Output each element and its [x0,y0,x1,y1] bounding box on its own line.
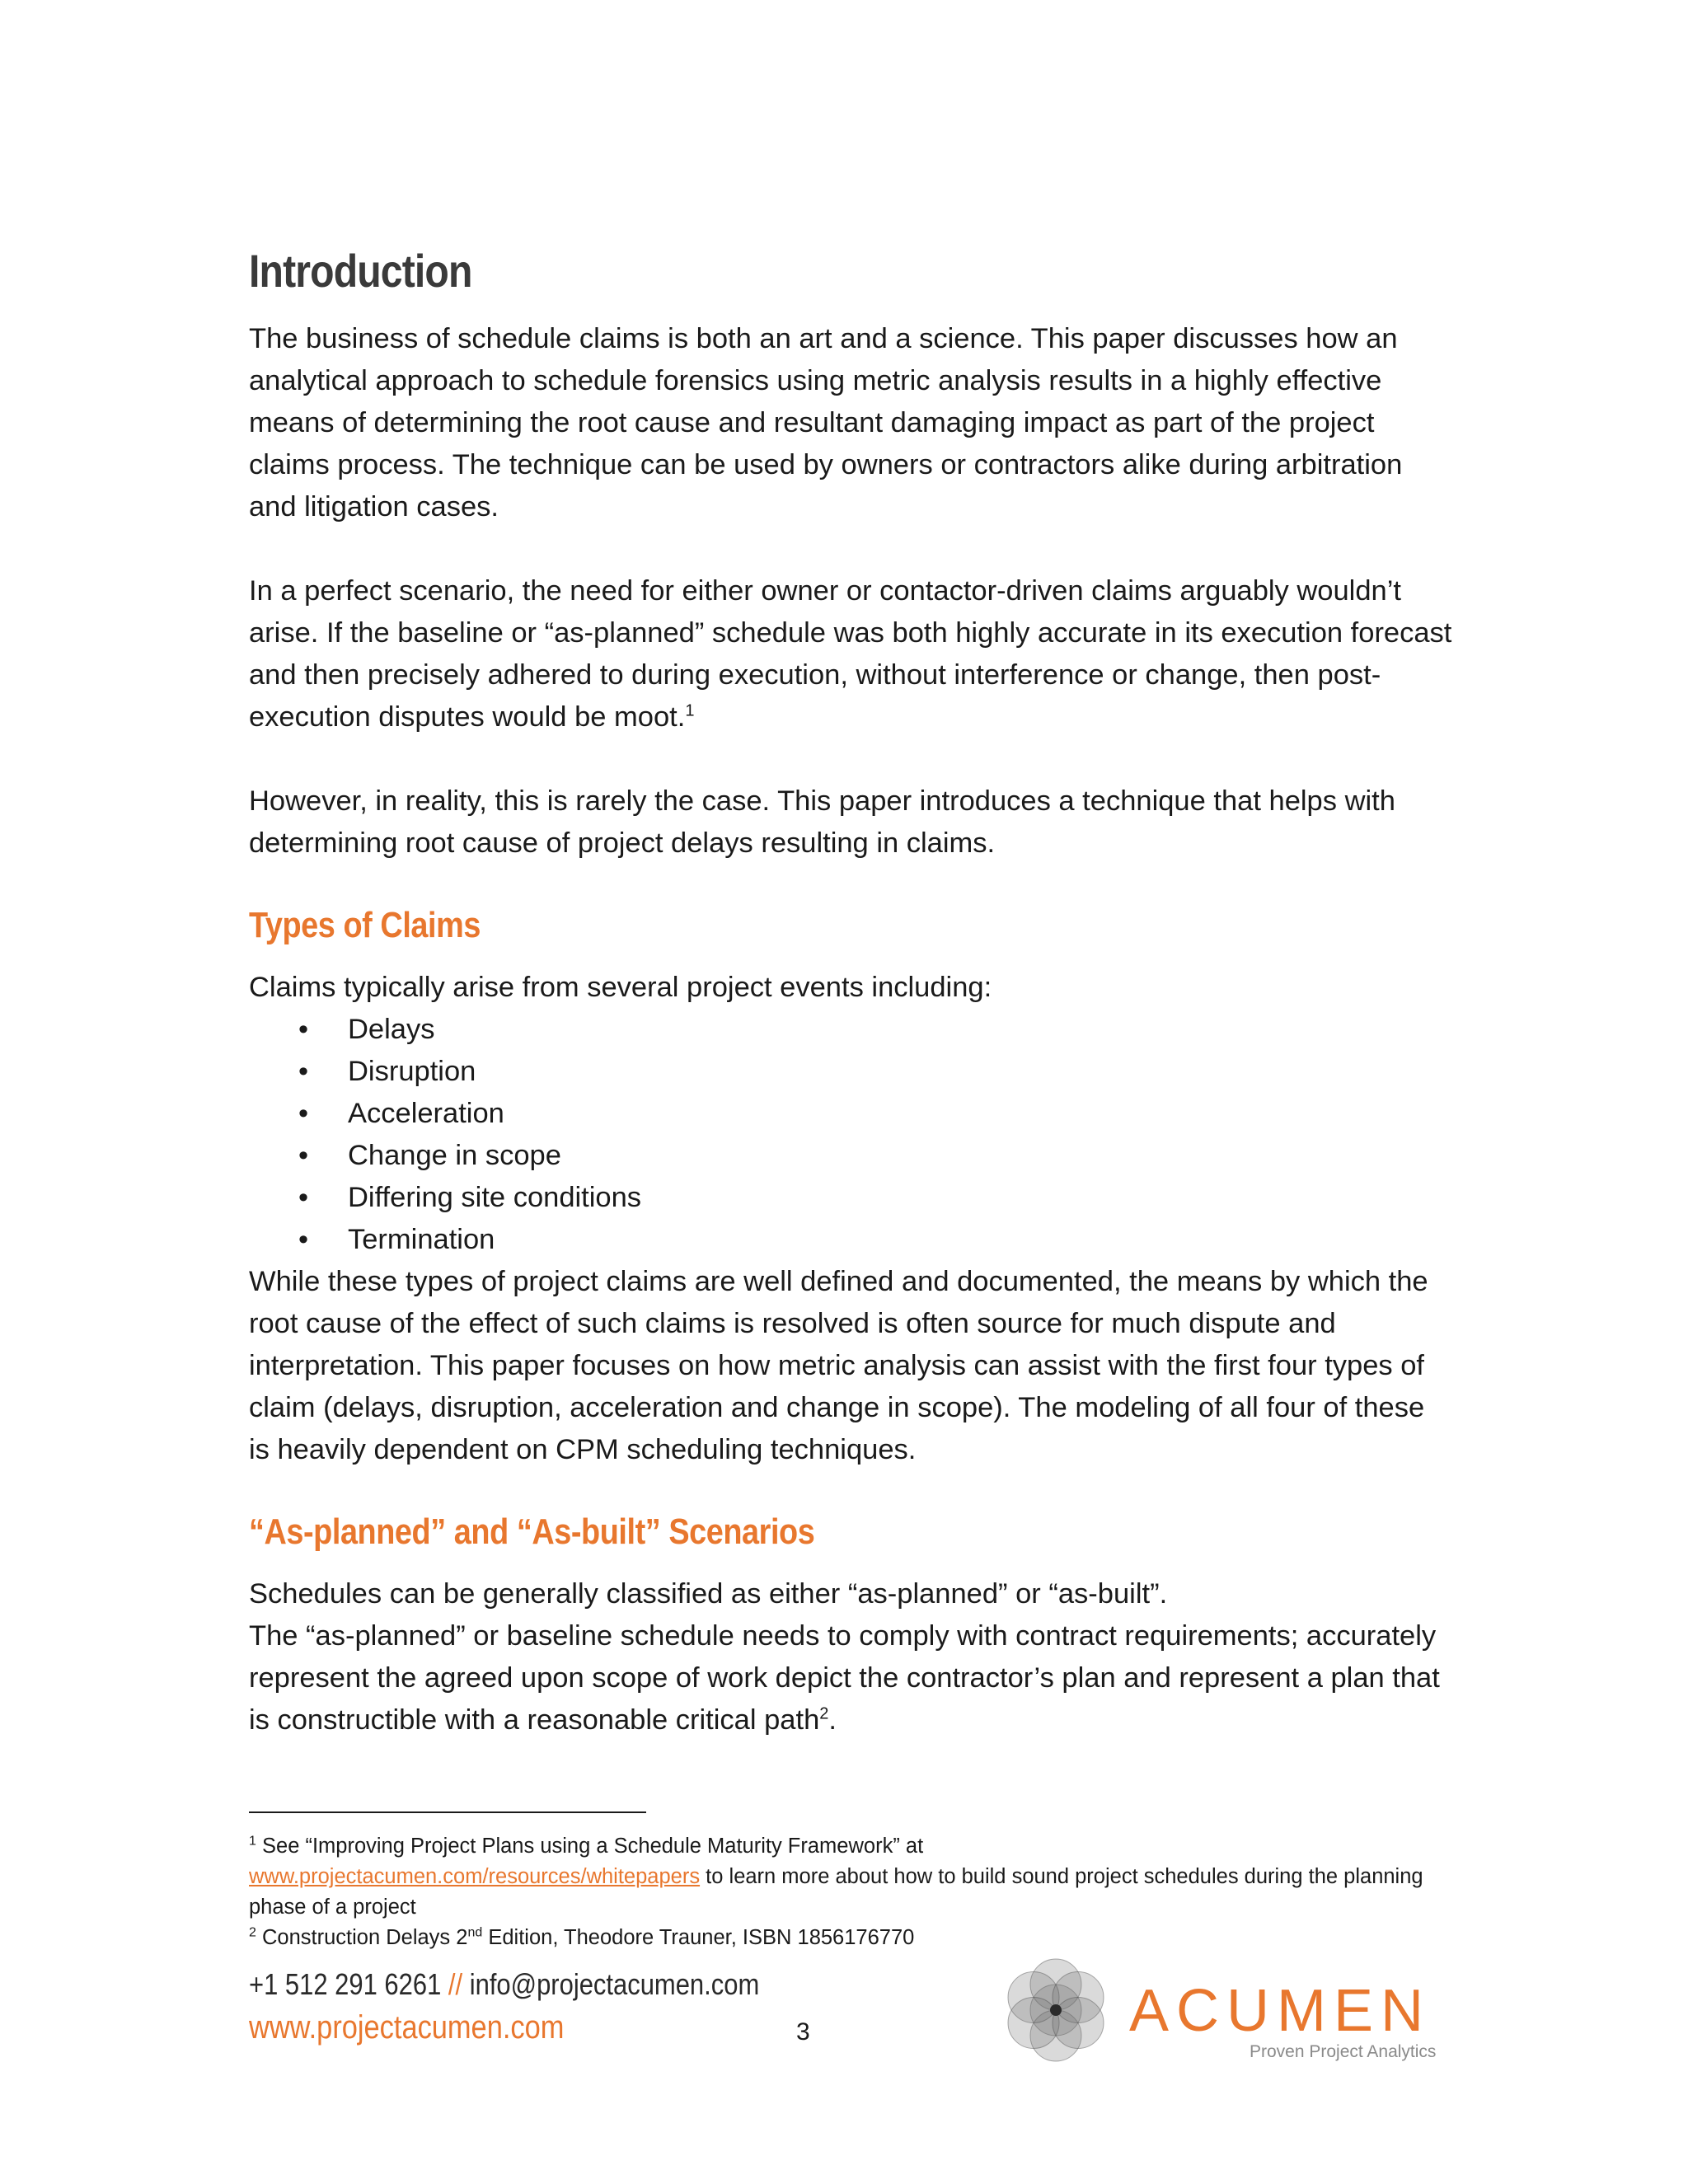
footnote-1-rest: to learn more about how to build sound project schedules during the planning phase of a project [249,1865,1423,1919]
list-item [249,1177,1452,1219]
list-item [249,1093,1452,1135]
section-heading-scenarios: “As-planned” and “As-built” Scenarios [249,1511,815,1552]
footer-website-link[interactable]: www.projectacumen.com [249,2009,565,2046]
bullet-icon: • [298,1014,309,1045]
intro-paragraph-2 [249,570,1452,738]
brand-name: ACUMEN [1129,1978,1432,2044]
footnotes [249,1831,1461,1953]
claims-lead-text: Claims typically arise from several project events including: [249,972,992,1003]
footer-contact [249,1966,759,2003]
footnote-1-text: See “Improving Project Plans using a Schedule Maturity Framework” at [262,1835,924,1858]
list-item [249,1135,1452,1177]
section-heading-types-of-claims: Types of Claims [249,905,481,945]
footnote-divider [249,1811,646,1813]
intro-paragraph-2-text: In a perfect scenario, the need for either owner or contactor-driven claims arguably wouldn’t arise. If the baseline or “as-planned” schedule was both highly accurate in its execution forecast and then precisely adhered to during execution, without interference or change, then post-execution disputes would be moot. [249,575,1452,733]
intro-paragraph-1: The business of schedule claims is both an art and a science. This paper discusses how an analytical approach to schedule forensics using metric analysis results in a highly effective means of determining the root cause and resultant damaging impact as part of the project claims process. The technique can be used by owners or contractors alike during arbitration and litigation cases. [249,323,1403,523]
list-item-label: Delays [348,1014,435,1045]
footer-phone: +1 512 291 6261 [249,1967,442,2001]
list-item-label: Change in scope [348,1140,561,1171]
list-item-label: Disruption [348,1056,476,1087]
list-item-label: Termination [348,1224,495,1255]
footnote-2-ordinal: nd [467,1925,483,1940]
bullet-icon: • [298,1140,309,1171]
page-number: 3 [796,2018,810,2046]
intro-paragraph-3: However, in reality, this is rarely the case. This paper introduces a technique that helps with determining root cause of project delays resulting in claims. [249,785,1395,859]
claims-list [249,1009,1452,1261]
footnote-2-text-b: Edition, Theodore Trauner, ISBN 1856176770 [488,1926,915,1949]
bullet-icon: • [298,1098,309,1129]
bullet-icon: • [298,1056,309,1087]
bullet-icon: • [298,1182,309,1213]
list-item-label: Differing site conditions [348,1182,642,1213]
footnote-2-number: 2 [249,1925,256,1940]
footnote-2 [249,1923,1461,1953]
list-item-label: Acceleration [348,1098,504,1129]
footnote-ref-2: 2 [819,1704,829,1723]
footnote-1-number: 1 [249,1834,256,1849]
scenarios-line-2-text: The “as-planned” or baseline schedule needs to comply with contract requirements; accurately represent the agreed upon scope of work depict the contractor’s plan and represent a plan that is constructible with a reasonable critical path [249,1620,1440,1736]
brand-tagline: Proven Project Analytics [1250,2042,1437,2061]
acumen-logo-icon [996,1950,1116,2070]
list-item [249,1009,1452,1051]
footer-email[interactable]: info@projectacumen.com [469,1967,760,2001]
footnote-ref-1: 1 [685,701,695,720]
main-content [249,239,1452,1741]
bullet-icon: • [298,1224,309,1255]
scenarios-line-1: Schedules can be generally classified as either “as-planned” or “as-built”. [249,1578,1168,1610]
whitepapers-link[interactable]: www.projectacumen.com/resources/whitepapers [249,1865,701,1888]
footer-separator: // [448,1967,463,2001]
list-item [249,1051,1452,1093]
footnote-2-text-a: Construction Delays 2 [262,1926,468,1949]
claims-after-paragraph: While these types of project claims are well defined and documented, the means by which the root cause of the effect of such claims is resolved is often source for much dispute and interpretation. This paper focuses on how metric analysis can assist with the first four types of claim (delays, disruption, acceleration and change in scope). The modeling of all four of these is heavily dependent on CPM scheduling techniques. [249,1266,1428,1465]
scenarios-line-2-end: . [828,1704,837,1736]
section-heading-introduction: Introduction [249,245,472,297]
scenarios-line-2 [249,1615,1452,1741]
footnote-1 [249,1831,1461,1923]
list-item [249,1219,1452,1261]
